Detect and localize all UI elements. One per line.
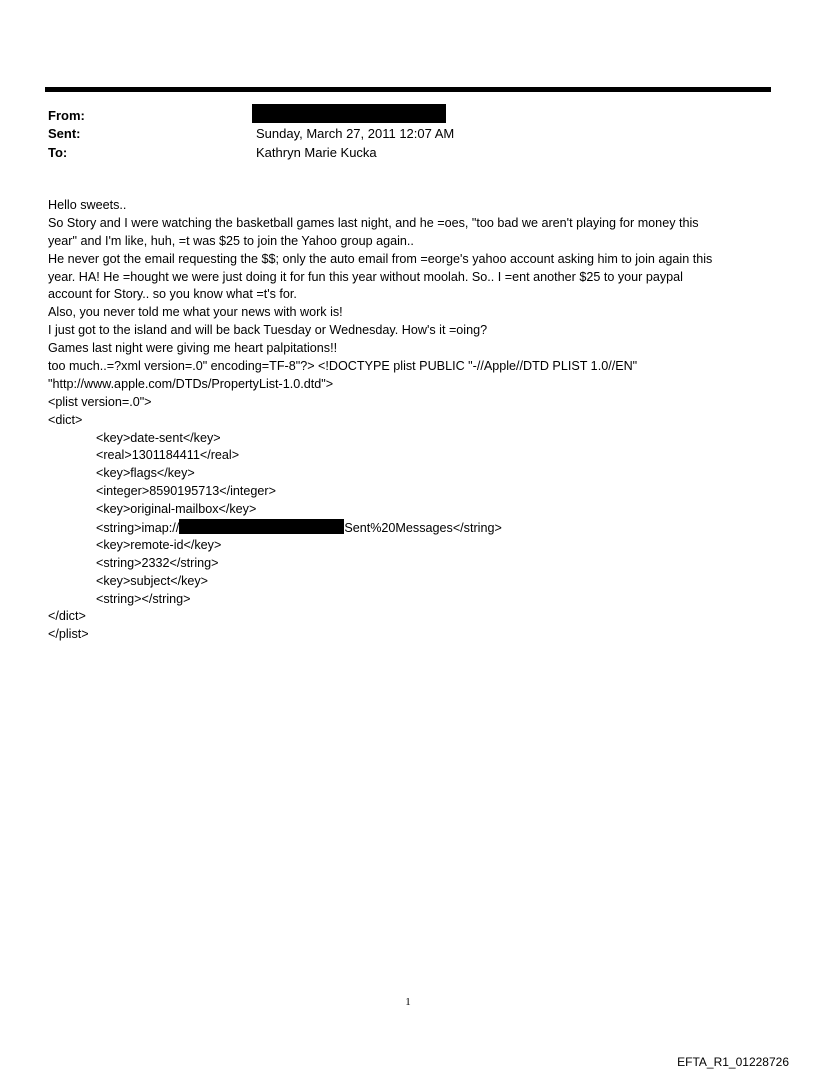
body-line: too much..=?xml version=.0" encoding=TF-8"?> <!DOCTYPE plist PUBLIC "-//Apple//DTD PLIST 1.0//EN"	[48, 359, 638, 374]
body-line: <plist version=.0">	[48, 394, 152, 409]
from-redaction	[252, 104, 446, 123]
email-body	[48, 197, 773, 644]
dict-line: <key>original-mailbox</key>	[96, 502, 257, 517]
body-line: Also, you never told me what your news with work is!	[48, 305, 343, 320]
dict-line: <real>1301184411</real>	[96, 448, 240, 463]
dict-line: <key>remote-id</key>	[96, 537, 222, 552]
to-value: Kathryn Marie Kucka	[256, 145, 377, 160]
body-line: <dict>	[48, 412, 83, 427]
closing-line: </plist>	[48, 627, 89, 642]
body-line: He never got the email requesting the $$; only the auto email from =eorge's yahoo account asking him to join again this	[48, 251, 713, 266]
page-number: 1	[405, 996, 411, 1008]
body-line: Hello sweets..	[48, 198, 127, 212]
header-rule	[45, 87, 771, 92]
body-line: year. HA! He =hought we were just doing it for fun this year without moolah. So.. I =ent another $25 to your paypal	[48, 269, 683, 284]
to-label: To:	[48, 145, 68, 160]
sent-value: Sunday, March 27, 2011 12:07 AM	[256, 126, 455, 141]
imap-line	[48, 519, 773, 537]
body-line: "http://www.apple.com/DTDs/PropertyList-1.0.dtd">	[48, 376, 334, 391]
imap-redaction	[179, 519, 344, 534]
dict-line: <string>2332</string>	[96, 555, 219, 570]
closing-line: </dict>	[48, 609, 86, 624]
dict-line: <key>date-sent</key>	[96, 430, 221, 445]
imap-prefix: <string>imap://	[96, 521, 180, 536]
dict-line: <key>subject</key>	[96, 573, 209, 588]
from-label: From:	[48, 108, 85, 123]
dict-line: <key>flags</key>	[96, 466, 195, 481]
body-line: Games last night were giving me heart palpitations!!	[48, 341, 338, 356]
sent-label: Sent:	[48, 126, 81, 141]
body-line: So Story and I were watching the basketball games last night, and he =oes, "too bad we aren't playing for money this	[48, 215, 699, 230]
dict-line: <integer>8590195713</integer>	[96, 484, 276, 499]
body-line: account for Story.. so you know what =t's for.	[48, 287, 297, 302]
body-line: year" and I'm like, huh, =t was $25 to join the Yahoo group again..	[48, 233, 414, 248]
document-id: EFTA_R1_01228726	[677, 1055, 789, 1069]
imap-suffix: Sent%20Messages</string>	[344, 521, 502, 536]
dict-line: <string></string>	[96, 591, 191, 606]
body-line: I just got to the island and will be back Tuesday or Wednesday. How's it =oing?	[48, 323, 488, 338]
